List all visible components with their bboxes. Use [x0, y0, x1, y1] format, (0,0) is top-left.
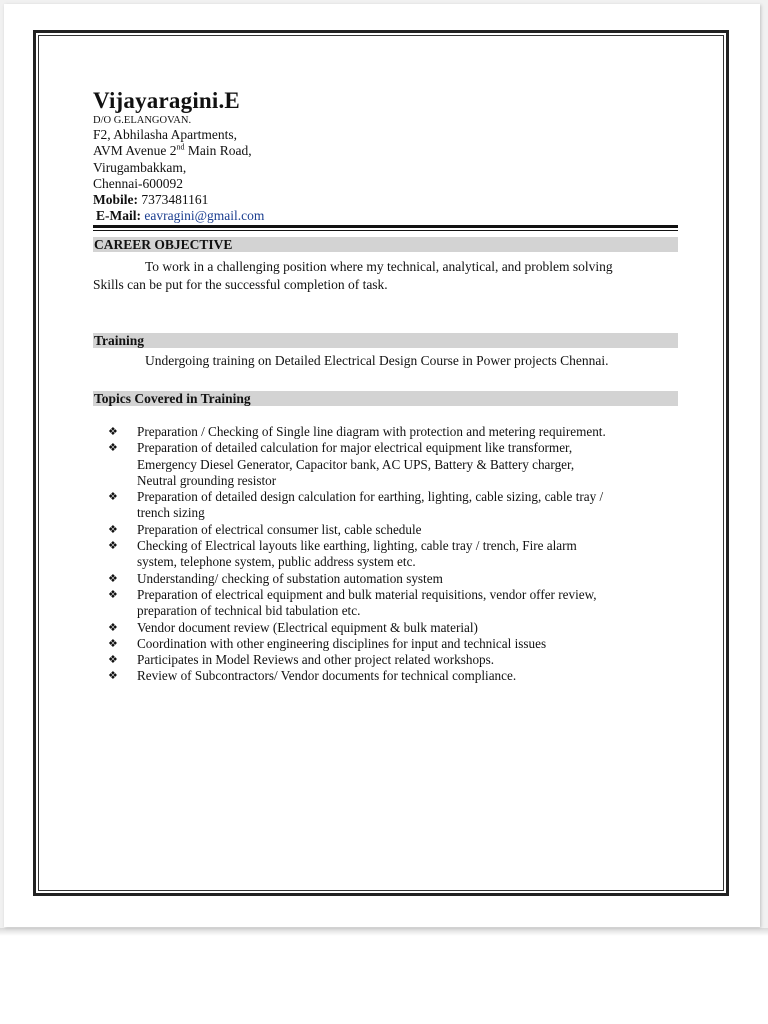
- topics-list: [108, 424, 683, 685]
- topic-item-line: Preparation of electrical consumer list, cable schedule: [137, 521, 422, 537]
- topic-item-line: Review of Subcontractors/ Vendor documents for technical compliance.: [137, 668, 517, 684]
- email-label: E-Mail:: [96, 208, 141, 224]
- email-line: [93, 208, 678, 224]
- topic-item-line: Preparation of detailed design calculation for earthing, lighting, cable sizing, cable tray /: [137, 489, 604, 505]
- career-objective-line-1: To work in a challenging position where my technical, analytical, and problem solving: [145, 259, 613, 274]
- bullet-icon: ❖: [108, 523, 118, 536]
- address-line-2-post: Main Road,: [184, 143, 252, 159]
- bullet-icon: ❖: [108, 426, 118, 438]
- mobile-line: [93, 192, 678, 208]
- relation-line: D/O G.ELANGOVAN.: [93, 115, 192, 126]
- topic-item-line: Preparation of detailed calculation for major electrical equipment like transformer,: [137, 440, 573, 456]
- topic-item-line: Preparation / Checking of Single line diagram with protection and metering requirement.: [137, 424, 606, 439]
- career-objective-text: [93, 258, 678, 294]
- topic-item-line: Vendor document review (Electrical equipment & bulk material): [137, 619, 478, 635]
- email-link[interactable]: eavragini@gmail.com: [144, 208, 265, 224]
- training-text: [93, 352, 678, 370]
- address-line-3: Virugambakkam,: [93, 159, 187, 175]
- topic-item-line: trench sizing: [137, 505, 205, 521]
- topic-item-line: system, telephone system, public address system etc.: [137, 554, 416, 570]
- topic-item-line: Understanding/ checking of substation automation system: [137, 570, 443, 586]
- topic-item-line: preparation of technical bid tabulation etc.: [137, 603, 361, 619]
- topic-item: [108, 489, 683, 522]
- bullet-icon: ❖: [108, 670, 118, 683]
- page-shadow: [0, 928, 768, 936]
- career-objective-heading: CAREER OBJECTIVE: [93, 237, 678, 252]
- topic-item: [108, 620, 683, 636]
- topic-item: [108, 440, 683, 489]
- topic-item: [108, 522, 683, 538]
- bullet-icon: ❖: [108, 621, 118, 634]
- topic-item-line: Participates in Model Reviews and other project related workshops.: [137, 652, 495, 668]
- bullet-icon: ❖: [108, 654, 118, 667]
- mobile-label: Mobile:: [93, 192, 138, 208]
- topic-item-line: Checking of Electrical layouts like earthing, lighting, cable tray / trench, Fire alarm: [137, 538, 577, 554]
- career-objective-line-2: Skills can be put for the successful completion of task.: [93, 277, 388, 292]
- header-divider-thin: [93, 230, 678, 231]
- training-heading: Training: [93, 333, 678, 348]
- contact-block: [93, 88, 678, 225]
- address-line-2-pre: AVM Avenue 2: [93, 143, 177, 159]
- bullet-icon: ❖: [108, 588, 118, 601]
- bullet-icon: ❖: [108, 540, 118, 553]
- bullet-icon: ❖: [108, 442, 118, 455]
- address-line-4: Chennai-600092: [93, 175, 183, 191]
- topic-item: [108, 424, 683, 440]
- address-line-2: [93, 143, 678, 159]
- topic-item: [108, 538, 683, 571]
- topic-item: [108, 636, 683, 652]
- topic-item: [108, 652, 683, 668]
- address-line-1: F2, Abhilasha Apartments,: [93, 127, 237, 142]
- candidate-name: Vijayaragini.E: [93, 88, 240, 113]
- topic-item-line: Neutral grounding resistor: [137, 472, 277, 488]
- topic-item-line: Preparation of electrical equipment and bulk material requisitions, vendor offer review,: [137, 586, 597, 602]
- topics-heading: Topics Covered in Training: [93, 391, 678, 406]
- mobile-value: 7373481161: [141, 192, 209, 208]
- topic-item: [108, 571, 683, 587]
- training-line: Undergoing training on Detailed Electrical Design Course in Power projects Chennai.: [145, 353, 609, 368]
- topic-item-line: Emergency Diesel Generator, Capacitor bank, AC UPS, Battery & Battery charger,: [137, 456, 575, 472]
- header-divider-thick: [93, 225, 678, 228]
- topic-item: [108, 668, 683, 684]
- topic-item-line: Coordination with other engineering disciplines for input and technical issues: [137, 635, 547, 651]
- address-line-2-sup: nd: [176, 142, 185, 152]
- bullet-icon: ❖: [108, 572, 118, 585]
- topic-item: [108, 587, 683, 620]
- bullet-icon: ❖: [108, 491, 118, 504]
- bullet-icon: ❖: [108, 637, 118, 650]
